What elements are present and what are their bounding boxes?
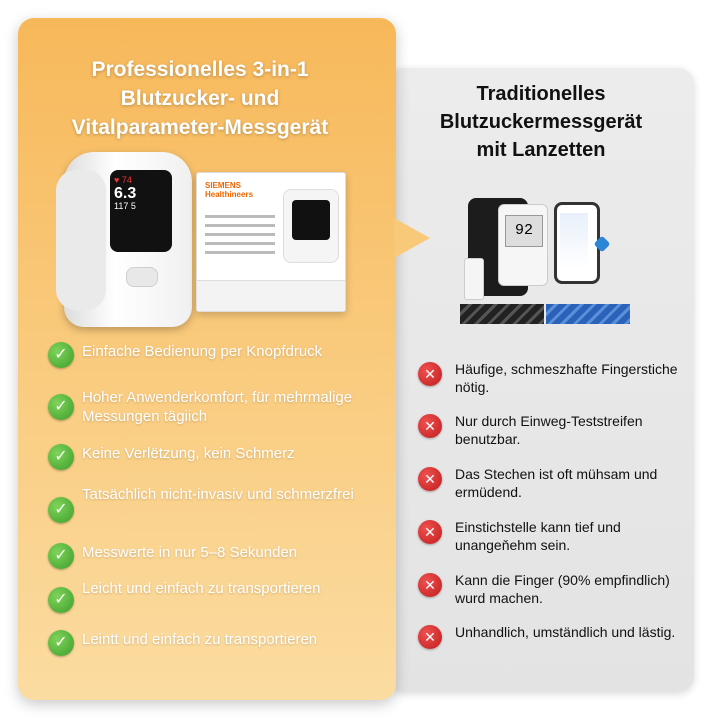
cross-icon: ✕ [418, 520, 442, 544]
cross-icon: ✕ [418, 467, 442, 491]
box-brand-line: Healthineers [205, 190, 254, 199]
product-box-image [196, 172, 346, 312]
product-title-line: Professionelles 3-in-1 [91, 58, 309, 81]
traditional-kit-image [460, 182, 630, 332]
product-title-line: Blutzucker- und [120, 87, 280, 110]
pros-text: Messwerte in nur 5–8 Sekunden [82, 544, 298, 561]
product-title-line: Vitalparameter-Messgerät [71, 116, 329, 139]
cons-text: Das Stechen ist oft mühsam und ermüdend. [455, 466, 658, 500]
check-icon: ✓ [48, 543, 74, 569]
cross-icon: ✕ [418, 573, 442, 597]
cross-icon: ✕ [418, 362, 442, 386]
box-device-picture [283, 189, 339, 263]
device-button [126, 267, 158, 287]
check-icon: ✓ [48, 587, 74, 613]
cons-text: Kann die Finger (90% empfindlich) wurd machen. [455, 572, 670, 606]
pros-text: Tatsächlich nicht-invasiv und schmerzfrei [82, 486, 354, 503]
pros-text: Einfache Bedienung per Knopfdruck [82, 343, 323, 360]
glucose-meter [498, 204, 548, 286]
device-screen-pulse: ♥ 74 [114, 175, 132, 185]
traditional-title [396, 80, 686, 164]
cross-icon: ✕ [418, 414, 442, 438]
product-title [30, 55, 370, 142]
comparison-pointer [394, 218, 430, 258]
pros-text: Keine Verlëtzung, kein Schmerz [82, 445, 295, 462]
box-text-lines [205, 209, 275, 260]
cons-text: Einstichstelle kann tief und unangeňehm sein. [455, 519, 621, 553]
cross-icon: ✕ [418, 625, 442, 649]
check-icon: ✓ [48, 497, 74, 523]
lancet-tray-blue [546, 304, 630, 324]
check-icon: ✓ [48, 394, 74, 420]
device-screen [110, 170, 172, 252]
box-brand [205, 181, 253, 199]
check-icon: ✓ [48, 630, 74, 656]
smartphone-app [554, 202, 600, 284]
check-icon: ✓ [48, 444, 74, 470]
pros-text: Leicht und einfach zu transportieren [82, 580, 321, 597]
device-screen-pressure: 117 5 [114, 201, 136, 211]
device-screen-glucose: 6.3 [114, 185, 137, 202]
test-strip-vial [464, 258, 484, 300]
check-icon: ✓ [48, 342, 74, 368]
oximeter-device-image [64, 152, 192, 327]
cons-text: Unhandlich, umständlich und lästig. [455, 624, 676, 640]
cons-text: Häufige, schmeszhafte Fingerstiche nötig. [455, 361, 678, 395]
pros-text: Leintt und einfach zu transportieren [82, 631, 318, 648]
lancet-tray-black [460, 304, 544, 324]
traditional-title-line: mit Lanzetten [476, 139, 606, 161]
box-bottom-strip [197, 280, 345, 311]
pros-text: Hoher Anwenderkomfort, für mehrmalige Messungen tägiich [82, 389, 353, 425]
traditional-title-line: Blutzuckermessgerät [439, 111, 643, 133]
box-brand-line: SIEMENS [205, 181, 242, 190]
device-clip [56, 170, 106, 310]
meter-reading: 92 [505, 215, 543, 247]
traditional-title-line: Traditionelles [476, 83, 606, 105]
cons-text: Nur durch Einweg-Teststreifen benutzbar. [455, 413, 643, 447]
